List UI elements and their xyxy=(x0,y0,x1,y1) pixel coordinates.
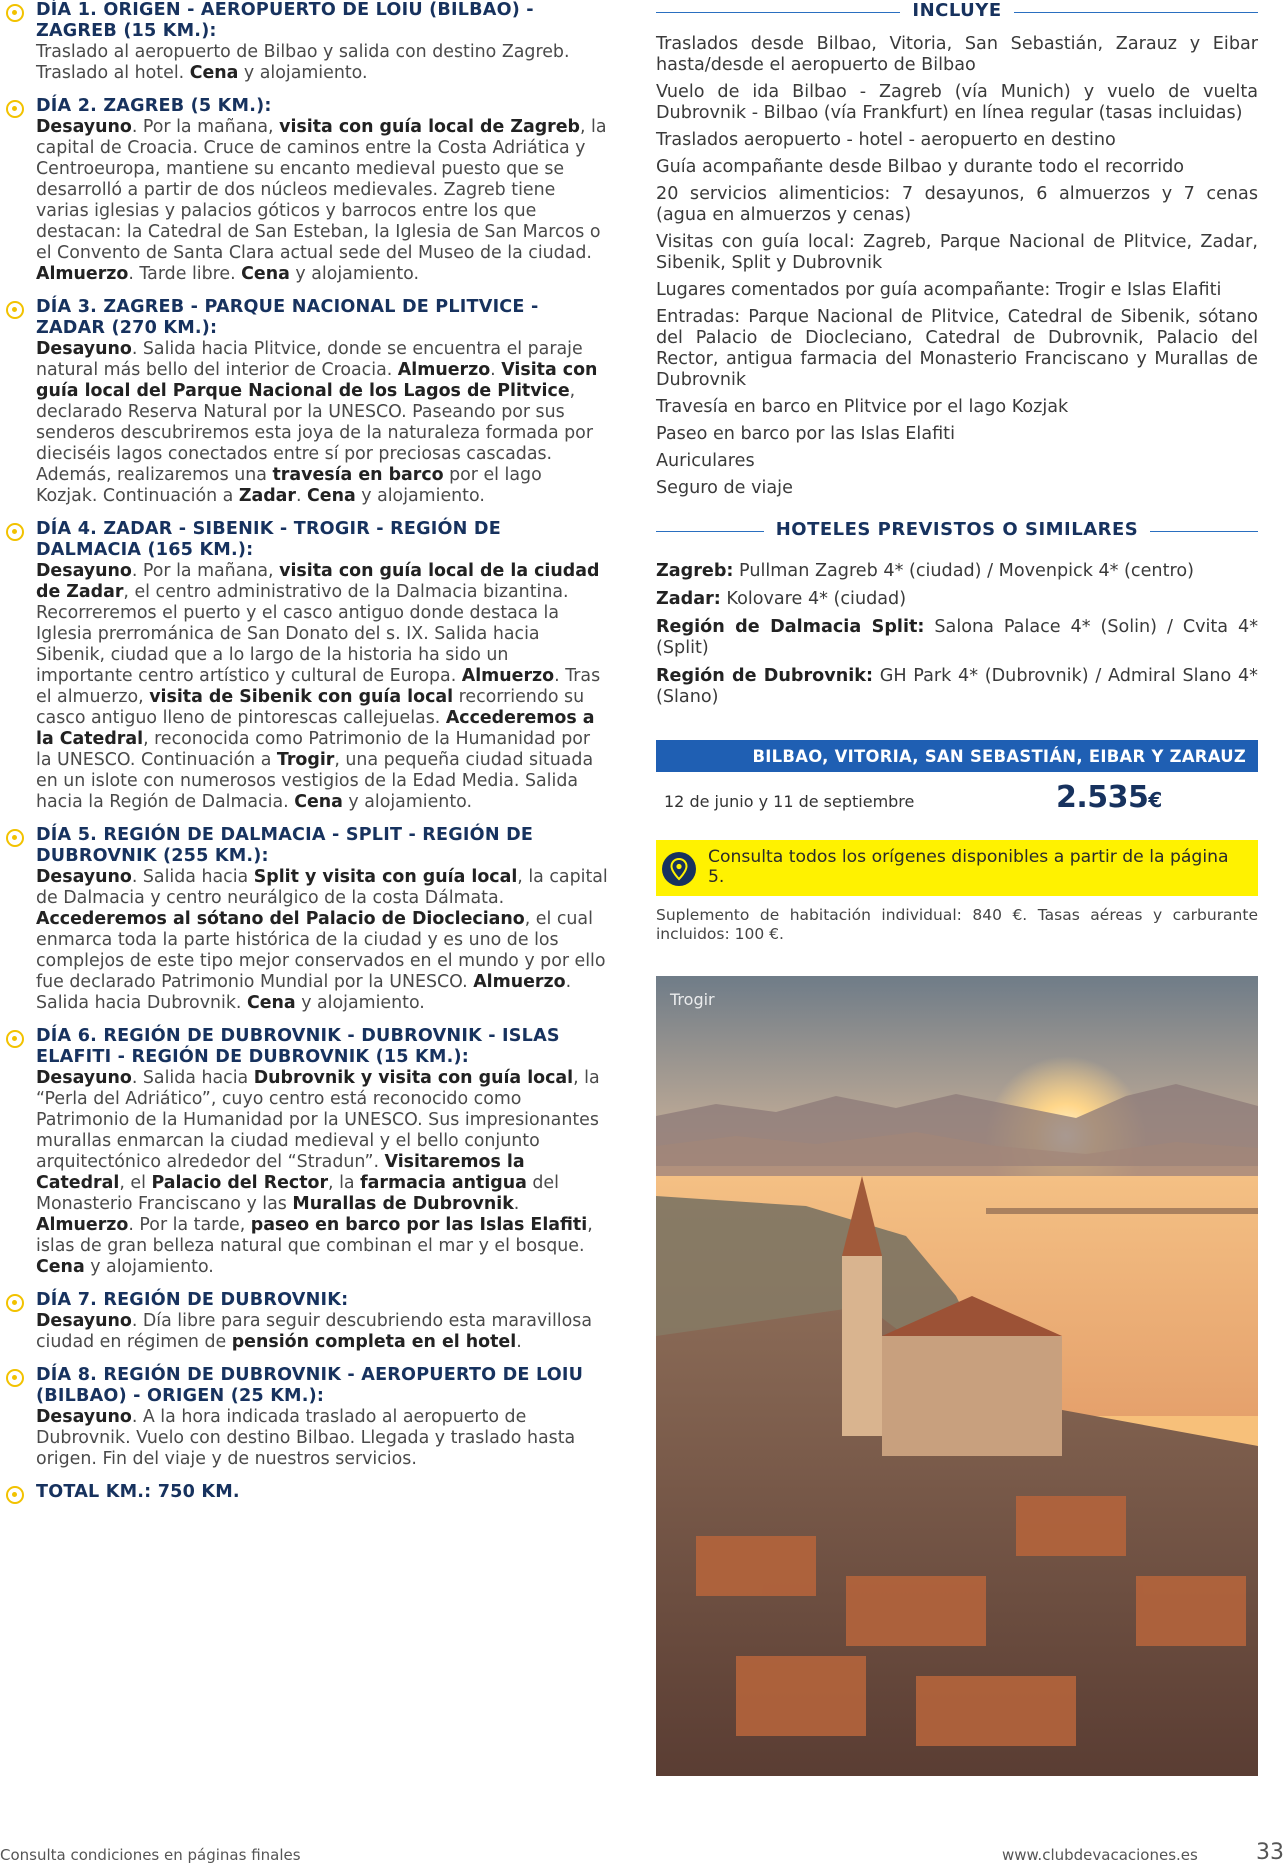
includes-item: Traslados aeropuerto - hotel - aeropuerto en destino xyxy=(656,130,1116,150)
day-marker-icon xyxy=(6,1030,24,1048)
day-text: , reconocida como Patrimonio de la Humanidad por la UNESCO. Continuación a xyxy=(36,729,591,770)
origins-note: Consulta todos los orígenes disponibles a partir de la página 5. xyxy=(708,847,1229,887)
hotel-region: Región de Dubrovnik: xyxy=(656,666,873,686)
day-text: , la capital de Dalmacia y centro neurálgico de la costa Dálmata. xyxy=(36,867,608,908)
day-highlight: Zadar xyxy=(238,486,296,506)
day-marker-icon xyxy=(6,1294,24,1312)
day-highlight: Almuerzo xyxy=(36,264,129,284)
day-marker-icon xyxy=(6,523,24,541)
day-highlight: visita con guía local de la ciudad de Zadar xyxy=(36,561,600,602)
day-text: . A la hora indicada traslado al aeropuerto de Dubrovnik. Vuelo con destino Bilbao. Llegada y traslado hasta origen. Fin del viaje y de nuestros servicios. xyxy=(36,1407,576,1469)
day-highlight: Trogir xyxy=(276,750,335,770)
hotel-names: Pullman Zagreb 4* (ciudad) / Movenpick 4* (centro) xyxy=(733,561,1194,581)
day-highlight: Almuerzo xyxy=(461,666,555,686)
day-marker-icon xyxy=(6,301,24,319)
hotel-names: Kolovare 4* (ciudad) xyxy=(720,589,907,609)
day-text: , declarado Reserva Natural por la UNESCO. Paseando por sus senderos descubriremos esta joya de la naturaleza formada por dieciséis lagos conectados entre sí por preciosas cascadas. Además, realizaremos una xyxy=(36,381,593,485)
includes-item: Paseo en barco por las Islas Elafiti xyxy=(656,424,955,444)
hotel-names: Salona Palace 4* (Solin) / Cvita 4* (Split) xyxy=(656,617,1259,658)
day-text: , el xyxy=(119,1173,152,1193)
day-marker-icon xyxy=(6,829,24,847)
itinerary-days xyxy=(4,0,608,1470)
day-highlight: Cena xyxy=(189,63,239,83)
day-highlight: Cena xyxy=(307,486,356,506)
hotel-entry xyxy=(656,561,1258,582)
includes-item: Traslados desde Bilbao, Vitoria, San Sebastián, Zarauz y Eibar hasta/desde el aeropuerto de Bilbao xyxy=(656,34,1258,75)
location-pin-icon xyxy=(662,852,696,886)
itinerary-day xyxy=(4,1365,608,1470)
day-text: . Salida hacia Dubrovnik. xyxy=(36,972,572,1013)
day-text: y alojamiento. xyxy=(289,264,419,284)
day-highlight: Accederemos a la Catedral xyxy=(36,708,595,749)
includes-item: Auriculares xyxy=(656,451,755,471)
day-highlight: Desayuno xyxy=(36,1407,132,1427)
day-highlight: Palacio del Rector xyxy=(151,1173,329,1193)
supplement-note: Suplemento de habitación individual: 840 €. Tasas aéreas y carburante incluidos: 100 €. xyxy=(656,906,1258,943)
includes-item: Travesía en barco en Plitvice por el lago Kozjak xyxy=(656,397,1069,417)
hotels-heading-label: HOTELES PREVISTOS O SIMILARES xyxy=(764,519,1151,540)
itinerary-day xyxy=(4,519,608,813)
day-highlight: paseo en barco por las Islas Elafiti xyxy=(250,1215,588,1235)
footer-url[interactable]: www.clubdevacaciones.es xyxy=(1002,1846,1198,1864)
includes-item: Guía acompañante desde Bilbao y durante todo el recorrido xyxy=(656,157,1185,177)
day-text: . Por la mañana, xyxy=(131,561,280,581)
itinerary-day xyxy=(4,1290,608,1353)
day-highlight: pensión completa en el hotel xyxy=(231,1332,517,1352)
day-text: y alojamiento. xyxy=(84,1257,214,1277)
includes-heading xyxy=(656,0,1258,26)
day-text: por el lago Kozjak. Continuación a xyxy=(36,465,542,506)
day-description xyxy=(36,1311,608,1353)
price-currency: € xyxy=(1148,788,1162,812)
day-description xyxy=(36,867,608,1014)
hotels-heading xyxy=(656,519,1258,545)
day-description xyxy=(36,1068,608,1278)
day-text: . Salida hacia Plitvice, donde se encuentra el paraje natural más bello del interior de Croacia. xyxy=(36,339,583,380)
price-amount xyxy=(1056,780,1162,815)
day-marker-icon xyxy=(6,1369,24,1387)
day-text: , una pequeña ciudad situada en un islote con numerosos vestigios de la Edad Media. Salida hacia la Región de Dalmacia. xyxy=(36,750,594,812)
total-km: TOTAL KM.: 750 KM. xyxy=(36,1482,240,1502)
day-text: , islas de gran belleza natural que combinan el mar y el bosque. xyxy=(36,1215,593,1256)
hotel-region: Zagreb: xyxy=(656,561,734,581)
day-highlight: Cena xyxy=(241,264,290,284)
day-title: DÍA 3. ZAGREB - PARQUE NACIONAL DE PLITVICE - ZADAR (270 KM.): xyxy=(36,297,539,338)
includes-heading-label: INCLUYE xyxy=(900,0,1013,21)
photo-caption: Trogir xyxy=(670,990,715,1009)
origins-banner xyxy=(656,840,1258,896)
day-highlight: Almuerzo xyxy=(36,1215,129,1235)
day-title: DÍA 8. REGIÓN DE DUBROVNIK - AEROPUERTO DE LOIU (BILBAO) - ORIGEN (25 KM.): xyxy=(36,1365,584,1406)
day-text: , el cual enmarca toda la parte histórica de la ciudad y es uno de los complejos de este tipo mejor conservados en el mundo y por ello fue declarado Patrimonio Mundial por la UNESCO. xyxy=(36,909,606,992)
day-highlight: farmacia antigua xyxy=(360,1173,527,1193)
day-text: . xyxy=(516,1332,522,1352)
day-highlight: Accederemos al sótano del Palacio de Diocleciano xyxy=(36,909,525,929)
day-highlight: Cena xyxy=(246,993,296,1013)
includes-item: Entradas: Parque Nacional de Plitvice, Catedral de Sibenik, sótano del Palacio de Diocleciano, Catedral de Dubrovnik, Palacio del Rector, antigua farmacia del Monasterio Franciscano y Murallas de Dubrovnik xyxy=(656,307,1258,390)
price-row xyxy=(656,772,1258,828)
itinerary-day xyxy=(4,1026,608,1278)
day-text: Traslado al aeropuerto de Bilbao y salida con destino Zagreb. Traslado al hotel. xyxy=(36,42,570,83)
includes-item: 20 servicios alimenticios: 7 desayunos, 6 almuerzos y 7 cenas (agua en almuerzos y cenas) xyxy=(656,184,1258,225)
trogir-sunset-illustration xyxy=(656,976,1258,1776)
day-text: , la capital de Croacia. Cruce de caminos entre la Costa Adriática y Centroeuropa, mantiene su encanto medieval puesto que se desarrolló a partir de dos núcleos medievales. Zagreb tiene varias iglesias y palacios góticos y barrocos entre los que destacan: la Catedral de San Esteban, la Iglesia de San Marcos o el Convento de Santa Clara actual sede del Museo de la ciudad. xyxy=(36,117,607,263)
hotel-entry xyxy=(656,589,1258,610)
day-title: DÍA 1. ORIGEN - AEROPUERTO DE LOIU (BILBAO) - ZAGREB (15 KM.): xyxy=(36,0,534,41)
day-highlight: visita con guía local de Zagreb xyxy=(279,117,580,137)
price-value: 2.535 xyxy=(1056,780,1149,815)
day-text: y alojamiento. xyxy=(355,486,485,506)
day-text: . xyxy=(513,1194,520,1214)
day-highlight: Split y visita con guía local xyxy=(253,867,518,887)
price-dates: 12 de junio y 11 de septiembre xyxy=(664,792,915,811)
day-description xyxy=(36,42,608,84)
day-highlight: Murallas de Dubrovnik xyxy=(292,1194,514,1214)
day-highlight: Dubrovnik y visita con guía local xyxy=(253,1068,574,1088)
includes-item: Seguro de viaje xyxy=(656,478,793,498)
day-title: DÍA 6. REGIÓN DE DUBROVNIK - DUBROVNIK - ISLAS ELAFITI - REGIÓN DE DUBROVNIK (15 KM.): xyxy=(36,1026,560,1067)
day-text: . Salida hacia xyxy=(131,867,254,887)
day-title: DÍA 7. REGIÓN DE DUBROVNIK: xyxy=(36,1290,349,1310)
day-description xyxy=(36,117,608,285)
day-description xyxy=(36,1407,608,1470)
day-title: DÍA 4. ZADAR - SIBENIK - TROGIR - REGIÓN DE DALMACIA (165 KM.): xyxy=(36,519,501,560)
day-text: . Por la tarde, xyxy=(128,1215,251,1235)
itinerary-day xyxy=(4,0,608,84)
day-highlight: Cena xyxy=(36,1257,85,1277)
day-text: y alojamiento. xyxy=(238,63,368,83)
day-text: recorriendo su casco antiguo lleno de pintorescas callejuelas. xyxy=(36,687,585,728)
hotel-entry xyxy=(656,666,1258,708)
day-text: . Salida hacia xyxy=(131,1068,254,1088)
hotel-region: Zadar: xyxy=(656,589,721,609)
day-marker-icon xyxy=(6,100,24,118)
itinerary-day xyxy=(4,825,608,1014)
day-highlight: Almuerzo xyxy=(397,360,491,380)
day-marker-icon xyxy=(6,1486,24,1504)
day-marker-icon xyxy=(6,4,24,22)
includes-item: Visitas con guía local: Zagreb, Parque Nacional de Plitvice, Zadar, Sibenik, Split y Dubrovnik xyxy=(656,232,1258,273)
day-text: . Por la mañana, xyxy=(131,117,280,137)
day-highlight: Cena xyxy=(294,792,343,812)
hotel-names: GH Park 4* (Dubrovnik) / Admiral Slano 4* (Slano) xyxy=(656,666,1258,707)
includes-item: Lugares comentados por guía acompañante: Trogir e Islas Elafiti xyxy=(656,280,1222,300)
day-text: . Tarde libre. xyxy=(128,264,242,284)
details-column xyxy=(656,0,1258,1776)
day-text: , la xyxy=(328,1173,361,1193)
day-title: DÍA 5. REGIÓN DE DALMACIA - SPLIT - REGIÓN DE DUBROVNIK (255 KM.): xyxy=(36,825,534,866)
day-text: y alojamiento. xyxy=(342,792,473,812)
day-highlight: Desayuno xyxy=(36,339,132,359)
day-text: , la “Perla del Adriático”, cuyo centro está reconocido como Patrimonio de la Humanidad por la UNESCO. Sus impresionantes murallas enmarcan la ciudad medieval y el bello conjunto arquitectónico alrededor del “Stradun”. xyxy=(36,1068,600,1172)
includes-list xyxy=(656,34,1258,499)
itinerary-total xyxy=(4,1482,608,1503)
price-origin-header: BILBAO, VITORIA, SAN SEBASTIÁN, EIBAR Y ZARAUZ xyxy=(656,740,1258,772)
day-highlight: Desayuno xyxy=(36,561,132,581)
day-highlight: visita de Sibenik con guía local xyxy=(149,687,454,707)
day-highlight: travesía en barco xyxy=(272,465,444,485)
itinerary-day xyxy=(4,96,608,285)
day-text: . xyxy=(295,486,308,506)
day-title: DÍA 2. ZAGREB (5 KM.): xyxy=(36,96,272,116)
day-highlight: Desayuno xyxy=(36,1311,132,1331)
includes-item: Vuelo de ida Bilbao - Zagreb (vía Munich) y vuelo de vuelta Dubrovnik - Bilbao (vía Frankfurt) en línea regular (tasas incluidas) xyxy=(656,82,1258,123)
hotel-list xyxy=(656,561,1258,708)
hotel-entry xyxy=(656,617,1258,659)
day-highlight: Almuerzo xyxy=(473,972,566,992)
day-text: y alojamiento. xyxy=(295,993,425,1013)
itinerary-column xyxy=(4,0,608,1515)
footer-conditions: Consulta condiciones en páginas finales xyxy=(0,1846,301,1864)
trogir-photo xyxy=(656,976,1258,1776)
day-highlight: Visita con guía local del Parque Nacional de los Lagos de Plitvice xyxy=(36,360,598,401)
day-description xyxy=(36,339,608,507)
day-text: . Día libre para seguir descubriendo esta maravillosa ciudad en régimen de xyxy=(36,1311,592,1352)
day-text: . Tras el almuerzo, xyxy=(36,666,601,707)
day-text: , el centro administrativo de la Dalmacia bizantina. Recorreremos el puerto y el casco antiguo donde destaca la Iglesia prerrománica de San Donato del s. IX. Salida hacia Sibenik, ciudad que a lo largo de la historia ha sido un importante centro artístico y cultural de Europa. xyxy=(36,582,569,686)
itinerary-day xyxy=(4,297,608,507)
day-highlight: Desayuno xyxy=(36,117,132,137)
day-text: del Monasterio Franciscano y las xyxy=(36,1173,559,1214)
page-number: 33 xyxy=(1256,1840,1284,1865)
hotel-region: Región de Dalmacia Split: xyxy=(656,617,925,637)
day-highlight: Visitaremos la Catedral xyxy=(36,1152,525,1193)
day-description xyxy=(36,561,608,813)
day-highlight: Desayuno xyxy=(36,1068,132,1088)
day-highlight: Desayuno xyxy=(36,867,132,887)
day-text: . xyxy=(490,360,502,380)
